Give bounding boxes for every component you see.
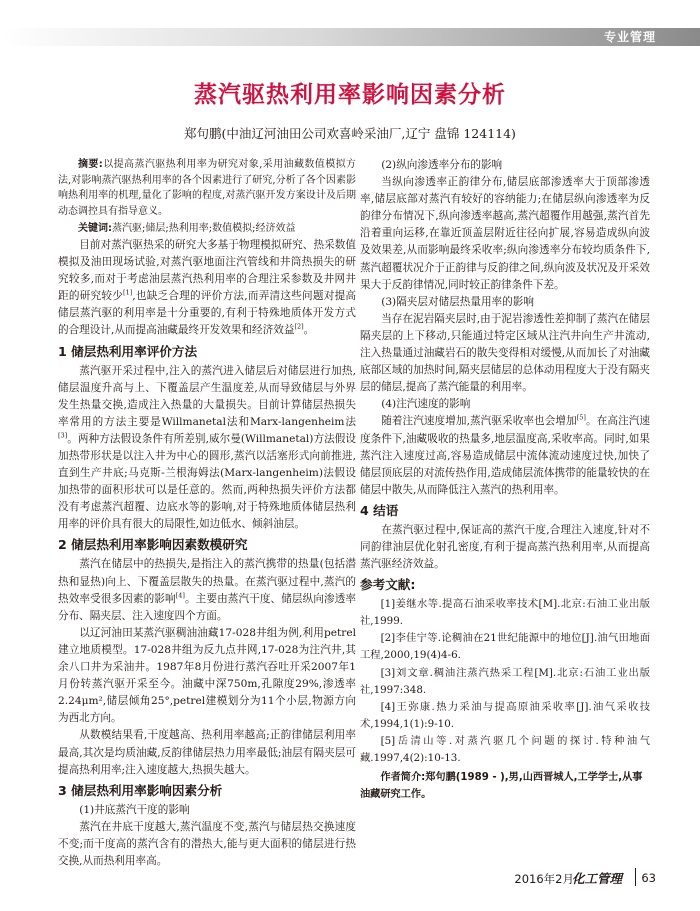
paragraph: 从数模结果看,干度越高、热利用率越高;正韵律储层利用率最高,其次是均质油藏,反韵律储层热力用率最低;油层有隔夹层可提高热利用率;注入速度越大,热损失越大。: [58, 729, 356, 776]
subsection-heading: (2)纵向渗透率分布的影响: [381, 159, 503, 171]
abstract-label: 摘要:: [78, 159, 103, 170]
references-heading: 参考文献:: [360, 577, 416, 593]
keywords-label: 关键词:: [78, 223, 112, 235]
paragraph: 随着注汽速度增加,蒸汽驱采收率也会增加[5]。在高注汽速度条件下,油藏吸收的热量多,地层温度高,采收率高。同时,如果蒸汽注入速度过高,容易造成储层中流体流动速度过快,加快了储层顶底层的对流传热作用,造成储层流体携带的能量较快的在储层中散失,从而降低注入蒸汽的热利用率。: [360, 413, 651, 496]
reference-item: [3]刘文章.稠油注蒸汽热采工程[M].北京:石油工业出版社,1997:348.: [360, 666, 650, 696]
citation: [4]: [175, 591, 185, 600]
paragraph: 在蒸汽驱过程中,保证高的蒸汽干度,合理注入速度,针对不同韵律油层优化射孔密度,有利于提高蒸汽热利用率,从而提高蒸汽驱经济效益。: [360, 523, 650, 571]
reference-item: [2]李佳宁等.论稠油在21世纪能源中的地位[J].油气田地面工程,2000,19(4)4-6.: [360, 632, 650, 662]
article-title: 蒸汽驱热利用率影响因素分析: [194, 82, 506, 108]
keywords-text: 蒸汽驱;储层;热利用率;数值模拟;经济效益: [112, 223, 296, 235]
right-column: [360, 157, 650, 803]
author-bio: 作者简介:郑句鹏(1989 - ),男,山西晋城人,工学学士,从事油藏研究工作。: [360, 772, 643, 801]
section-heading: 3 储层热利用率影响因素分析: [58, 782, 223, 798]
paragraph: 以辽河油田某蒸汽驱稠油油藏17-028井组为例,利用petrel建立地质模型。17-028井组为反九点井网,17-028为注汽井,其余八口井为采油井。1987年8月份进行蒸汽吞吐开采2007年1月份转蒸汽驱开采至今。油藏中深750m,孔隙度29%,渗透率2.24μm²,储层倾角25°,petrel建模划分为11个小层,物源方向为西北方向。: [58, 626, 356, 725]
author-byline: 郑句鹏(中油辽河油田公司欢喜岭采油厂,辽宁 盘锦 124114): [184, 126, 516, 141]
paragraph: 蒸汽在储层中的热损失,是指注入的蒸汽携带的热量(包括潜热和显热)向上、下覆盖层散失的热量。在蒸汽驱过程中,蒸汽的热效率受很多因素的影响[4]。主要由蒸汽干度、储层纵向渗透率分布、隔夹层、注入速度四个方面。: [58, 558, 357, 622]
citation: [2]: [294, 322, 304, 331]
page-number: 63: [641, 871, 656, 885]
citation: [3]: [58, 431, 68, 440]
footer-divider: [635, 868, 636, 886]
reference-item: [5]岳清山等.对蒸汽驱几个问题的探讨.特种油气藏.1997,4(2):10-13.: [360, 734, 650, 764]
reference-item: [1]姜继水等.提高石油采收率技术[M].北京:石油工业出版社,1999.: [360, 598, 650, 628]
section-heading: 2 储层热利用率影响因素数模研究: [58, 537, 248, 553]
magazine-name: 化工管理: [571, 871, 622, 886]
subsection-heading: (4)注汽速度的影响: [381, 398, 471, 411]
section-band: [0, 28, 700, 46]
paragraph: 当存在泥岩隔夹层时,由于泥岩渗透性差抑制了蒸汽在储层隔夹层的上下移动,只能通过特定区域从注汽井向生产井流动,注入热量通过油藏岩石的散失变得相对缓慢,从而加长了对油藏底部区域的加热时间,隔夹层储层的总体动用程度大于没有隔夹层的储层,提高了蒸汽能量的利用率。: [360, 312, 650, 394]
reference-item: [4]王弥康.热力采油与提高原油采收率[J].油气采收技术,1994,1(1):9-10.: [360, 700, 650, 730]
paragraph: 蒸汽在井底干度越大,蒸汽温度不变,蒸汽与储层热交换速度不变;而干度高的蒸汽含有的潜热大,能与更大面积的储层进行热交换,从而热利用率高。: [58, 820, 356, 867]
abstract-text: 以提高蒸汽驱热利用率为研究对象,采用油藏数值模拟方法,对影响蒸汽驱热利用率的各个因素进行了研究,分析了各个因素影响热利用率的机理,量化了影响的程度,对蒸汽驱开发方案设计及后期动态调控具有指导意义。: [58, 159, 357, 217]
section-label: 专业管理: [603, 30, 656, 44]
subsection-heading: (3)隔夹层对储层热量用率的影响: [381, 295, 534, 308]
section-heading: 4 结语: [360, 502, 399, 518]
issue-date: 2016年2月: [514, 872, 574, 886]
keywords: [58, 221, 356, 237]
citation: [5]: [576, 413, 586, 422]
abstract: [58, 157, 356, 219]
paragraph: 当纵向渗透率正韵律分布,储层底部渗透率大于顶部渗透率,储层底部对蒸汽有较好的容纳能力;在储层纵向渗透率为反韵律分布情况下,纵向渗透率越高,蒸汽超覆作用越强,蒸汽首先沿着重向运移,在靠近顶盖层附近往径向扩展,容易造成纵向波及效果差,从而影响最终采收率;纵向渗透率分布较均质条件下,蒸汽超覆状况介于正韵律与反韵律之间,纵向波及状况及开采效果大于反韵律情况,同时较正韵律条件下差。: [360, 176, 650, 291]
citation: [1]: [123, 288, 133, 297]
intro-paragraph: 目前对蒸汽驱热采的研究大多基于物理模拟研究、热采数值模拟及油田现场试验,对蒸汽驱地面注汽管线和井筒热损失的研究较多,而对于考虑油层蒸汽热利用率的合理注采参数及井网井距的研究较少[1],也缺乏合理的评价方法,而弄清这些问题对提高储层蒸汽驱的利用率是十分重要的,有利于特殊地质体开发方式的合理设计,从而提高油藏最终开发效果和经济效益[2]。: [58, 238, 356, 337]
subsection-heading: (1)井底蒸汽干度的影响: [79, 803, 190, 816]
left-column: [58, 157, 356, 870]
page-footer: [0, 868, 700, 888]
paragraph: 蒸汽驱开采过程中,注入的蒸汽进入储层后对储层进行加热,储层温度升高与上、下覆盖层产生温度差,从而导致储层与外界发生热量交换,造成注入热量的大量损失。目前计算储层热损失率常用的方法主要是Willmanetal法和Marx-langenheim法[3]。两种方法假设条件有所差别,威尔曼(Willmanetal)方法假设加热带形状是以注入井为中心的圆形,蒸汽以活塞形式向前推进,直到生产井底;马克斯-兰根海姆法(Marx-langenheim)法假设加热带的面积形状可以是任意的。然而,两种热损失评价方法都没有考虑蒸汽超覆、边底水等的影响,对于特殊地质体储层热利用率的评价具有很大的局限性,如边低水、倾斜油层。: [58, 364, 356, 531]
section-heading: 1 储层热利用率评价方法: [58, 343, 198, 359]
